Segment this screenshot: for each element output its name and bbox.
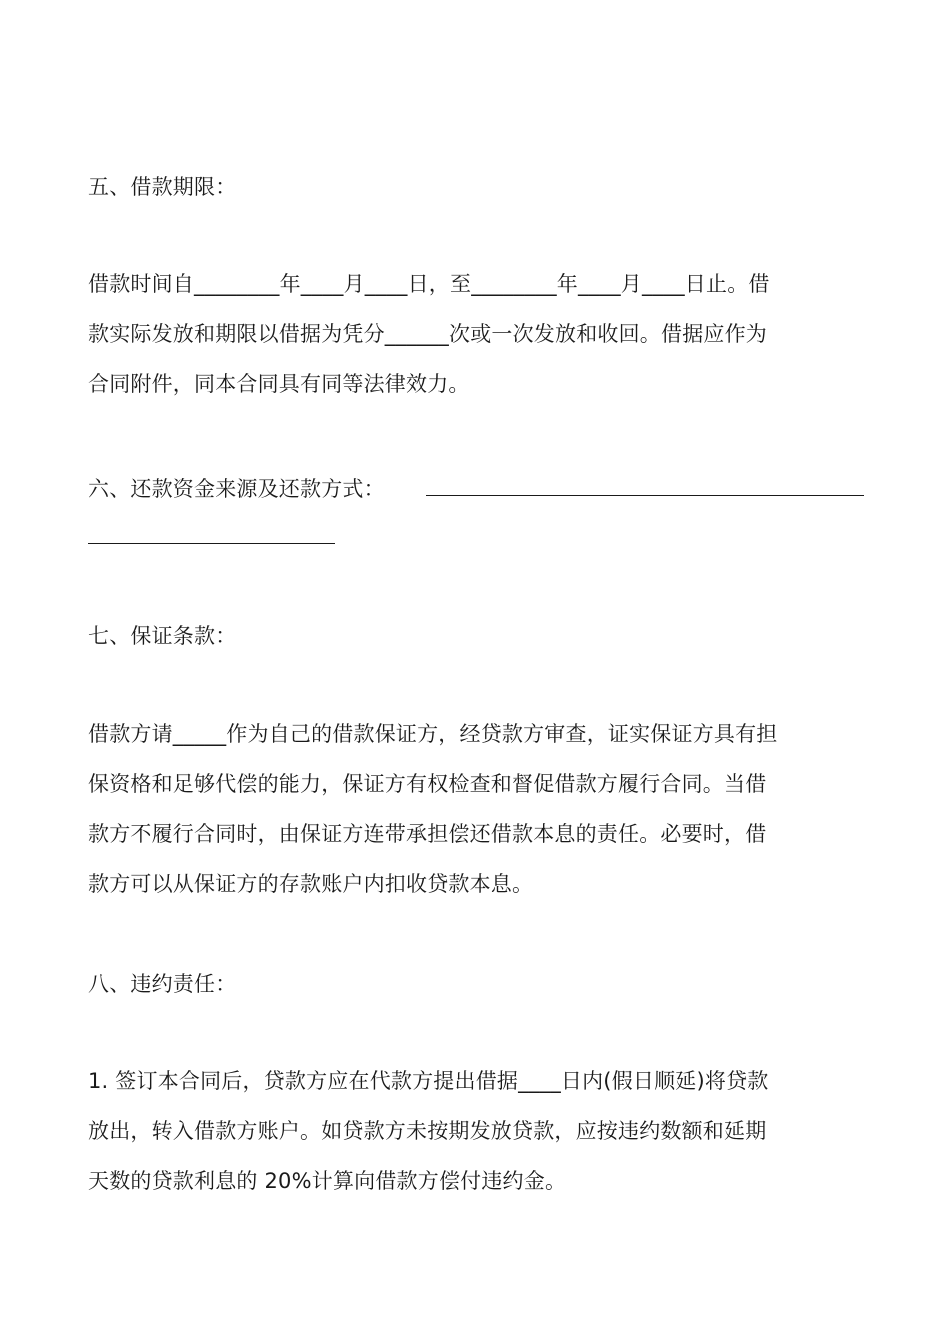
paragraph-line: 款实际发放和期限以借据为凭分______次或一次发放和收回。借据应作为 [88,322,767,346]
list-item-line: 放出，转入借款方账户。如贷款方未按期发放贷款，应按违约数额和延期 [88,1119,767,1143]
paragraph-line: 保资格和足够代偿的能力，保证方有权检查和督促借款方履行合同。当借 [88,772,767,796]
list-item-line: 1. 签订本合同后，贷款方应在代款方提出借据____日内(假日顺延)将贷款 [88,1069,769,1093]
paragraph-line: 款方可以从保证方的存款账户内扣收贷款本息。 [88,872,534,896]
section-heading-repayment: 六、还款资金来源及还款方式： [88,477,385,501]
section-heading-loan-term: 五、借款期限： [88,175,237,199]
paragraph-line: 合同附件，同本合同具有同等法律效力。 [88,372,470,396]
paragraph-line: 款方不履行合同时，由保证方连带承担偿还借款本息的责任。必要时，借 [88,822,767,846]
list-item-line: 天数的贷款利息的 20%计算向借款方偿付违约金。 [88,1169,567,1193]
paragraph-line: 借款时间自________年____月____日，至________年____月____日止。借 [88,272,770,296]
fill-in-blank-line [88,543,335,544]
section-heading-breach: 八、违约责任： [88,972,237,996]
fill-in-blank-line [426,495,864,496]
section-heading-guarantee: 七、保证条款： [88,624,237,648]
paragraph-line: 借款方请_____作为自己的借款保证方，经贷款方审查，证实保证方具有担 [88,722,778,746]
